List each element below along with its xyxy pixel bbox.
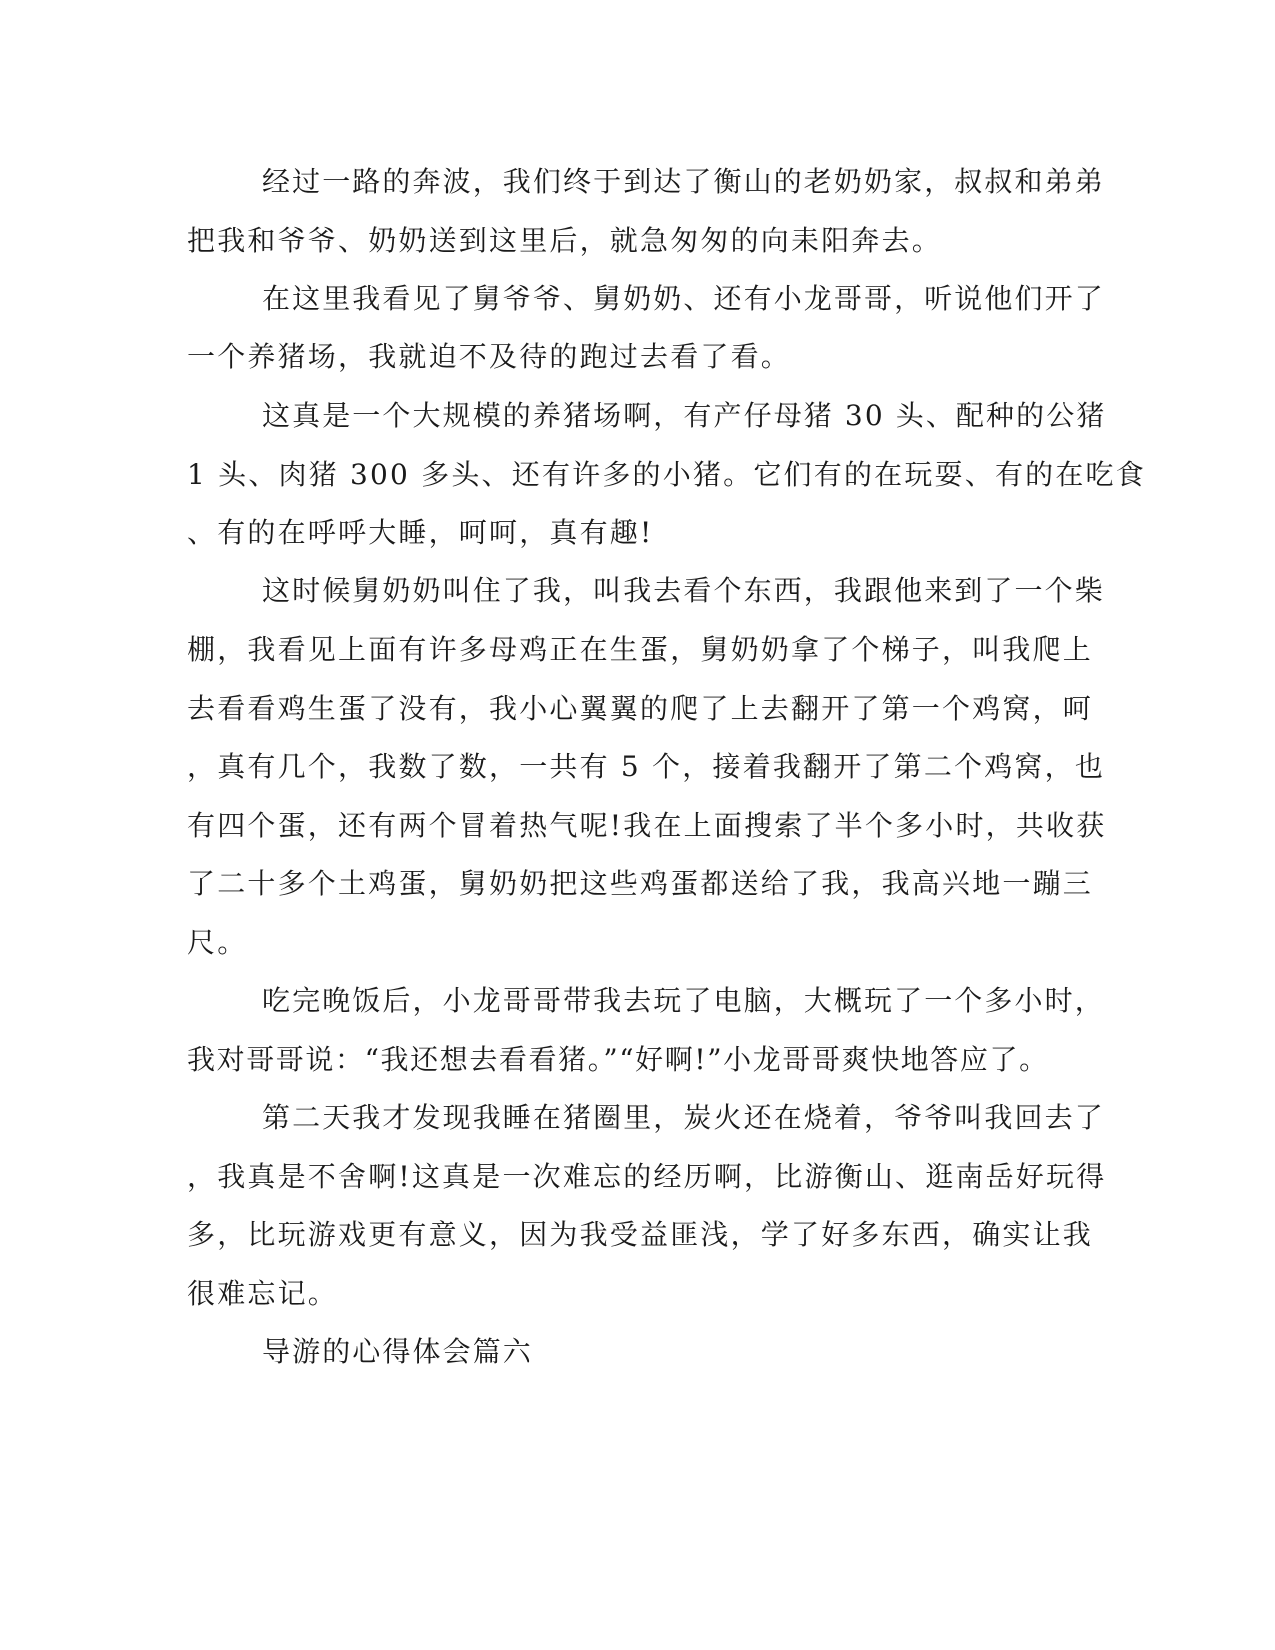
paragraph-4-line-7: 尺。 [187, 926, 248, 959]
paragraph-2-line-2: 一个养猪场，我就迫不及待的跑过去看了看。 [187, 340, 792, 373]
paragraph-4-line-6: 了二十多个土鸡蛋，舅奶奶把这些鸡蛋都送给了我，我高兴地一蹦三 [187, 867, 1094, 900]
paragraph-1-line-2: 把我和爷爷、奶奶送到这里后，就急匆匆的向耒阳奔去。 [187, 224, 943, 257]
paragraph-5-line-1: 吃完晚饭后，小龙哥哥带我去玩了电脑，大概玩了一个多小时， [262, 984, 1105, 1017]
paragraph-2-line-1: 在这里我看见了舅爷爷、舅奶奶、还有小龙哥哥，听说他们开了 [262, 282, 1105, 315]
paragraph-4-line-5: 有四个蛋，还有两个冒着热气呢!我在上面搜索了半个多小时，共收获 [187, 809, 1107, 842]
paragraph-3-line-3: 、有的在呼呼大睡，呵呵，真有趣! [187, 516, 654, 549]
paragraph-4-line-1: 这时候舅奶奶叫住了我，叫我去看个东西，我跟他来到了一个柴 [262, 574, 1105, 607]
section-heading: 导游的心得体会篇六 [262, 1335, 533, 1368]
paragraph-4-line-3: 去看看鸡生蛋了没有，我小心翼翼的爬了上去翻开了第一个鸡窝，呵 [187, 692, 1094, 725]
paragraph-6-line-4: 很难忘记。 [187, 1277, 339, 1310]
paragraph-4-line-2: 棚，我看见上面有许多母鸡正在生蛋，舅奶奶拿了个梯子，叫我爬上 [187, 633, 1094, 666]
paragraph-6-line-3: 多，比玩游戏更有意义，因为我受益匪浅，学了好多东西，确实让我 [187, 1218, 1094, 1251]
paragraph-6-line-2: ，我真是不舍啊!这真是一次难忘的经历啊，比游衡山、逛南岳好玩得 [187, 1160, 1107, 1193]
paragraph-1-line-1: 经过一路的奔波，我们终于到达了衡山的老奶奶家，叔叔和弟弟 [262, 165, 1105, 198]
paragraph-5-line-2: 我对哥哥说：“我还想去看看猪。”“好啊!”小龙哥哥爽快地答应了。 [187, 1043, 1049, 1076]
paragraph-4-line-4: ，真有几个，我数了数，一共有 5 个，接着我翻开了第二个鸡窝，也 [187, 750, 1106, 783]
paragraph-6-line-1: 第二天我才发现我睡在猪圈里，炭火还在烧着，爷爷叫我回去了 [262, 1101, 1105, 1134]
paragraph-3-line-1: 这真是一个大规模的养猪场啊，有产仔母猪 30 头、配种的公猪 [262, 399, 1107, 432]
paragraph-3-line-2: 1 头、肉猪 300 多头、还有许多的小猪。它们有的在玩耍、有的在吃食 [187, 458, 1146, 491]
